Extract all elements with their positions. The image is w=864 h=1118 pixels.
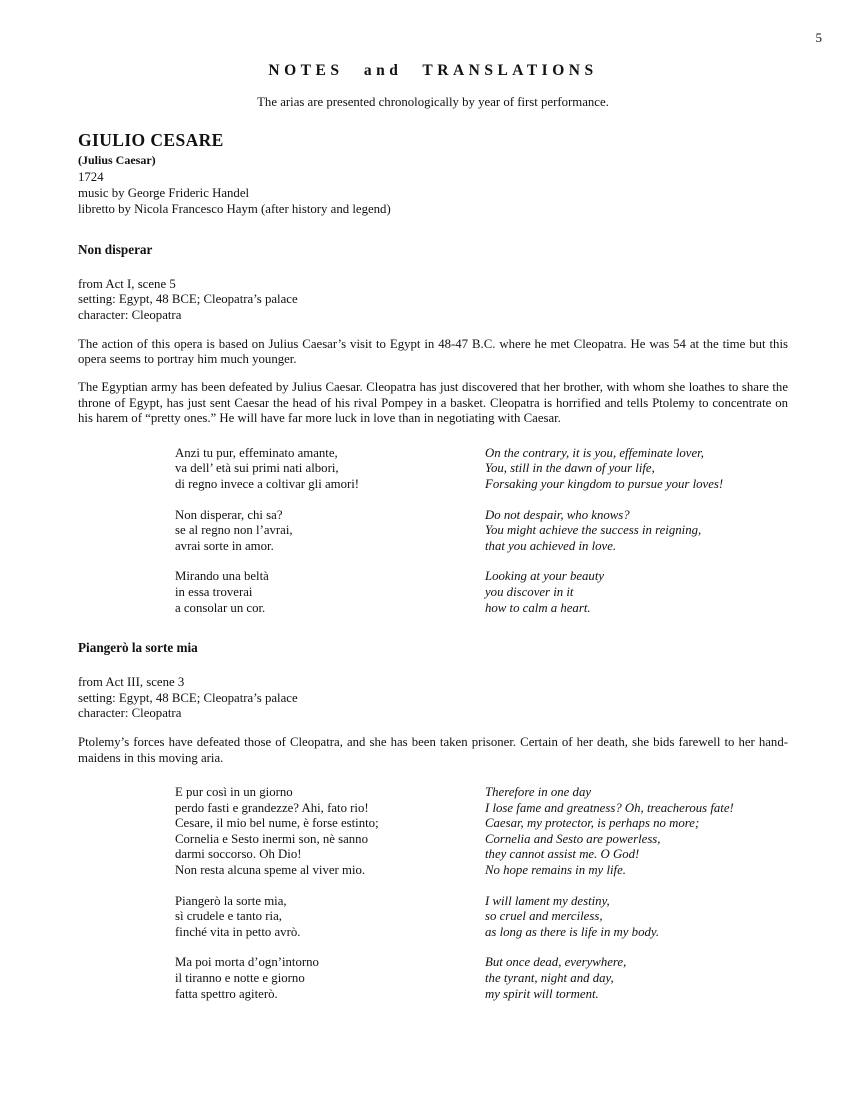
verse-line-italian: Piangerò la sorte mia, <box>175 893 287 908</box>
verse-line-english: Cornelia and Sesto are powerless, <box>485 831 661 846</box>
document-subtitle: The arias are presented chronologically by year of first performance. <box>257 95 609 109</box>
verse-block <box>78 785 788 1002</box>
verse-line-italian: sì crudele e tanto ria, <box>175 909 282 924</box>
aria-meta-line: from Act III, scene 3 <box>78 675 185 690</box>
verse-line-italian: Cesare, il mio bel nume, è forse estinto; <box>175 816 379 831</box>
aria-section-piangero <box>78 640 788 1002</box>
stanza <box>78 508 788 555</box>
aria-meta <box>78 277 788 324</box>
stanza-italian-column <box>175 955 485 1002</box>
aria-meta-line: setting: Egypt, 48 BCE; Cleopatra’s palace <box>78 292 298 307</box>
aria-meta <box>78 675 788 722</box>
verse-line-italian: a consolar un cor. <box>175 600 266 615</box>
page-number: 5 <box>815 30 822 45</box>
stanza <box>78 785 788 879</box>
verse-line-italian: Non resta alcuna speme al viver mio. <box>175 862 366 877</box>
verse-line-italian: se al regno non l’avrai, <box>175 523 293 538</box>
stanza <box>78 446 788 493</box>
music-credit: music by George Frideric Handel <box>78 185 250 200</box>
verse-line-english: You might achieve the success in reigning, <box>485 523 702 538</box>
aria-meta-line: character: Cleopatra <box>78 307 182 322</box>
stanza-english-column <box>485 446 723 493</box>
verse-line-italian: di regno invece a coltivar gli amori! <box>175 477 360 492</box>
stanza-italian-column <box>175 785 485 879</box>
aria-meta-line: from Act I, scene 5 <box>78 276 176 291</box>
aria-section-non-disperar <box>78 242 788 617</box>
verse-line-english: Looking at your beauty <box>485 569 605 584</box>
libretto-credit: libretto by Nicola Francesco Haym (after history and legend) <box>78 202 391 217</box>
verse-line-english: I will lament my destiny, <box>485 893 610 908</box>
aria-meta-line: setting: Egypt, 48 BCE; Cleopatra’s palace <box>78 690 298 705</box>
verse-line-english: the tyrant, night and day, <box>485 970 614 985</box>
opera-year: 1724 <box>78 169 104 184</box>
verse-line-english: you discover in it <box>485 585 574 600</box>
aria-title: Piangerò la sorte mia <box>78 640 198 656</box>
stanza-english-column <box>485 894 659 941</box>
aria-paragraph: Ptolemy’s forces have defeated those of Cleopatra, and she has been taken prisoner. Certain of her death, she bids farewell to her hand-maidens in this moving aria. <box>78 735 788 765</box>
verse-line-english: No hope remains in my life. <box>485 862 626 877</box>
verse-line-italian: Ma poi morta d’ogn’intorno <box>175 955 319 970</box>
verse-line-italian: in essa troverai <box>175 585 253 600</box>
stanza <box>78 955 788 1002</box>
verse-line-italian: avrai sorte in amor. <box>175 538 274 553</box>
verse-line-italian: va dell’ età sui primi nati albori, <box>175 461 339 476</box>
verse-line-italian: perdo fasti e grandezze? Ahi, fato rio! <box>175 800 369 815</box>
verse-line-italian: darmi soccorso. Oh Dio! <box>175 847 302 862</box>
opera-alt-title: (Julius Caesar) <box>78 153 156 167</box>
verse-block <box>78 446 788 616</box>
verse-line-english: they cannot assist me. O God! <box>485 847 640 862</box>
verse-line-english: as long as there is life in my body. <box>485 924 660 939</box>
verse-line-english: Do not despair, who knows? <box>485 507 630 522</box>
verse-line-english: Forsaking your kingdom to pursue your loves! <box>485 477 724 492</box>
stanza-italian-column <box>175 569 485 616</box>
stanza-italian-column <box>175 894 485 941</box>
aria-meta-line: character: Cleopatra <box>78 706 182 721</box>
verse-line-english: Therefore in one day <box>485 785 592 799</box>
verse-line-english: how to calm a heart. <box>485 600 591 615</box>
stanza-italian-column <box>175 508 485 555</box>
aria-paragraph: The action of this opera is based on Julius Caesar’s visit to Egypt in 48-47 B.C. where he met Cleopatra. He was 54 at the time but this opera seems to portray him much younger. <box>78 336 788 367</box>
stanza-english-column <box>485 785 734 879</box>
verse-line-english: that you achieved in love. <box>485 538 617 553</box>
stanza-italian-column <box>175 446 485 493</box>
verse-line-italian: E pur così in un giorno <box>175 785 293 799</box>
verse-line-english: I lose fame and greatness? Oh, treacherous fate! <box>485 800 734 815</box>
verse-line-english: On the contrary, it is you, effeminate lover, <box>485 445 704 460</box>
verse-line-italian: Mirando una beltà <box>175 569 269 584</box>
verse-line-italian: finché vita in petto avrò. <box>175 924 301 939</box>
stanza-english-column <box>485 569 604 616</box>
verse-line-english: Caesar, my protector, is perhaps no more; <box>485 816 700 831</box>
verse-line-english: But once dead, everywhere, <box>485 955 627 970</box>
verse-line-italian: Non disperar, chi sa? <box>175 507 283 522</box>
stanza-english-column <box>485 955 626 1002</box>
stanza <box>78 894 788 941</box>
verse-line-english: my spirit will torment. <box>485 986 599 1001</box>
aria-paragraph: The Egyptian army has been defeated by Julius Caesar. Cleopatra has just discovered that her brother, with whom she loathes to share the throne of Egypt, has just sent Caesar the head of his rival Pompey in a basket. Cleopatra is horrified and tells Ptolemy to concentrate on his harem of “pretty ones.” He will have far more luck in love than in negotiating with Caesar. <box>78 380 788 426</box>
document-title: NOTES and TRANSLATIONS <box>268 62 598 79</box>
verse-line-english: You, still in the dawn of your life, <box>485 461 655 476</box>
verse-line-italian: Anzi tu pur, effeminato amante, <box>175 445 338 460</box>
verse-line-italian: fatta spettro agiterò. <box>175 986 278 1001</box>
stanza-english-column <box>485 508 701 555</box>
aria-title: Non disperar <box>78 241 153 257</box>
stanza <box>78 569 788 616</box>
opera-title: GIULIO CESARE <box>78 130 224 150</box>
verse-line-english: so cruel and merciless, <box>485 909 603 924</box>
verse-line-italian: il tiranno e notte e giorno <box>175 970 305 985</box>
verse-line-italian: Cornelia e Sesto inermi son, nè sanno <box>175 831 368 846</box>
